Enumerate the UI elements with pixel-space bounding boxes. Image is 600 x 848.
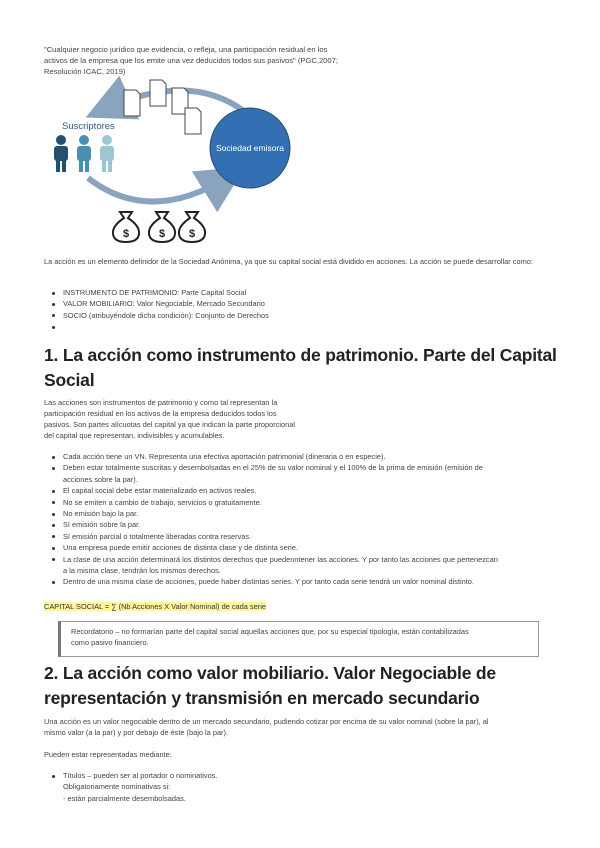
paragraph-line: participación residual en los activos de la empresa deducidos todos los — [44, 409, 277, 418]
section2-title-line2: representación y transmisión en mercado secundario — [44, 688, 480, 708]
list-item: INSTRUMENTO DE PATRIMONIO: Parte Capital Social — [44, 287, 544, 298]
represented-label: Pueden estar representadas mediante: — [44, 750, 172, 759]
list-item: Sí emisión parcial o totalmente liberadas contra reservas. — [44, 531, 564, 542]
paragraph-line: Las acciones son instrumentos de patrimonio y como tal representan la — [44, 398, 278, 407]
person-icon — [77, 135, 91, 172]
list-item: Deben estar totalmente suscritas y desembolsadas en el 25% de su valor nominal y el 100% de la prima de emisión (emisión de acciones sobre la par). — [44, 462, 564, 485]
section2-title-line1: 2. La acción como valor mobiliario. Valor Negociable de — [44, 663, 496, 683]
bottom-arrow — [88, 176, 230, 202]
list-item: VALOR MOBILIARIO: Valor Negociable, Mercado Secundario — [44, 298, 544, 309]
money-bag-icon — [149, 212, 175, 242]
list-item: No emisión bajo la par. — [44, 508, 564, 519]
money-bag-icon — [179, 212, 205, 242]
formula-highlight: CAPITAL SOCIAL = ∑ (Nb Acciones X Valor Nominal) de cada serie — [44, 602, 266, 611]
reminder-note — [58, 621, 539, 657]
section2-heading — [44, 661, 574, 711]
list-item: Una empresa puede emitir acciones de distinta clase y de distinta serie. — [44, 542, 564, 553]
person-icon — [100, 135, 114, 172]
section1-title-line1: 1. La acción como instrumento de patrimonio. Parte del Capital — [44, 345, 557, 365]
list-item: Sí emisión sobre la par. — [44, 519, 564, 530]
shares-diagram — [40, 76, 310, 246]
note-line: como pasivo financiero. — [71, 638, 149, 648]
note-line: Recordatorio – no formarían parte del capital social aquellas acciones que, por su especial tipología, están contabilizadas — [71, 627, 469, 636]
paragraph-line: mismo valor (a la par) y por debajo de éste (bajo la par). — [44, 728, 229, 737]
section1-title-line2: Social — [44, 370, 95, 390]
section1-bullets — [44, 451, 564, 588]
diagram-svg — [40, 76, 310, 246]
list-item — [44, 321, 544, 332]
intro-list — [44, 287, 544, 333]
definition-quote: "Cualquier negocio jurídico que evidencia, o refleja, una participación residual en los activos de la empresa que los emite una vez deducidos todos sus pasivos" (PGC,2007; Resolución ICAC, 2019) — [44, 45, 338, 76]
list-item: La clase de una acción determinará los distintos derechos que puedenntener las acciones. Y por tanto las acciones que pertenezcan a la misma clase, tendrán los mismos derechos. — [44, 554, 564, 577]
section2-list — [44, 770, 544, 804]
list-item: Cada acción tiene un VN. Representa una efectiva aportación patrimonial (dineraria o en especie). — [44, 451, 564, 462]
money-bag-icon — [113, 212, 139, 242]
list-item: No se emiten a cambio de trabajo, servicios o gratuitamente. — [44, 497, 564, 508]
capital-formula — [44, 601, 266, 612]
section1-heading — [44, 343, 564, 393]
section2-paragraph — [44, 716, 574, 738]
person-icon — [54, 135, 68, 172]
intro-paragraph: La acción es un elemento definidor de la Sociedad Anónima, ya que su capital social está dividido en acciones. La acción se puede desarrollar como: — [44, 257, 533, 266]
svg-text:$: $ — [158, 228, 166, 240]
list-item: SOCIO (atribuyéndole dicha condición): Conjunto de Derechos — [44, 310, 544, 321]
list-item: Dentro de una misma clase de acciones, puede haber distintas series. Y por tanto cada serie tendrá un valor nominal distinto. — [44, 576, 564, 587]
subscribers-label: Suscriptores — [62, 121, 115, 132]
paragraph-line: pasivos. Son partes alícuotas del capital ya que indican la parte proporcional — [44, 420, 296, 429]
section1-paragraph — [44, 397, 364, 441]
issuer-label: Sociedad emisora — [215, 143, 285, 153]
paragraph-line: Una acción es un valor negociable dentro de un mercado secundario, pudiendo cotizar por encima de su valor nominal (sobre la par), al — [44, 717, 489, 726]
list-item: El capital social debe estar materializado en activos reales. — [44, 485, 564, 496]
list-item: Títulos – pueden ser al portador o nominativos. Obligatoriamente nominativas si: - están parcialmente desembolsadas. — [44, 770, 544, 804]
paragraph-line: del capital que representan, indivisibles y acumulables. — [44, 431, 225, 440]
svg-text:$: $ — [122, 228, 130, 240]
svg-text:$: $ — [188, 228, 196, 240]
